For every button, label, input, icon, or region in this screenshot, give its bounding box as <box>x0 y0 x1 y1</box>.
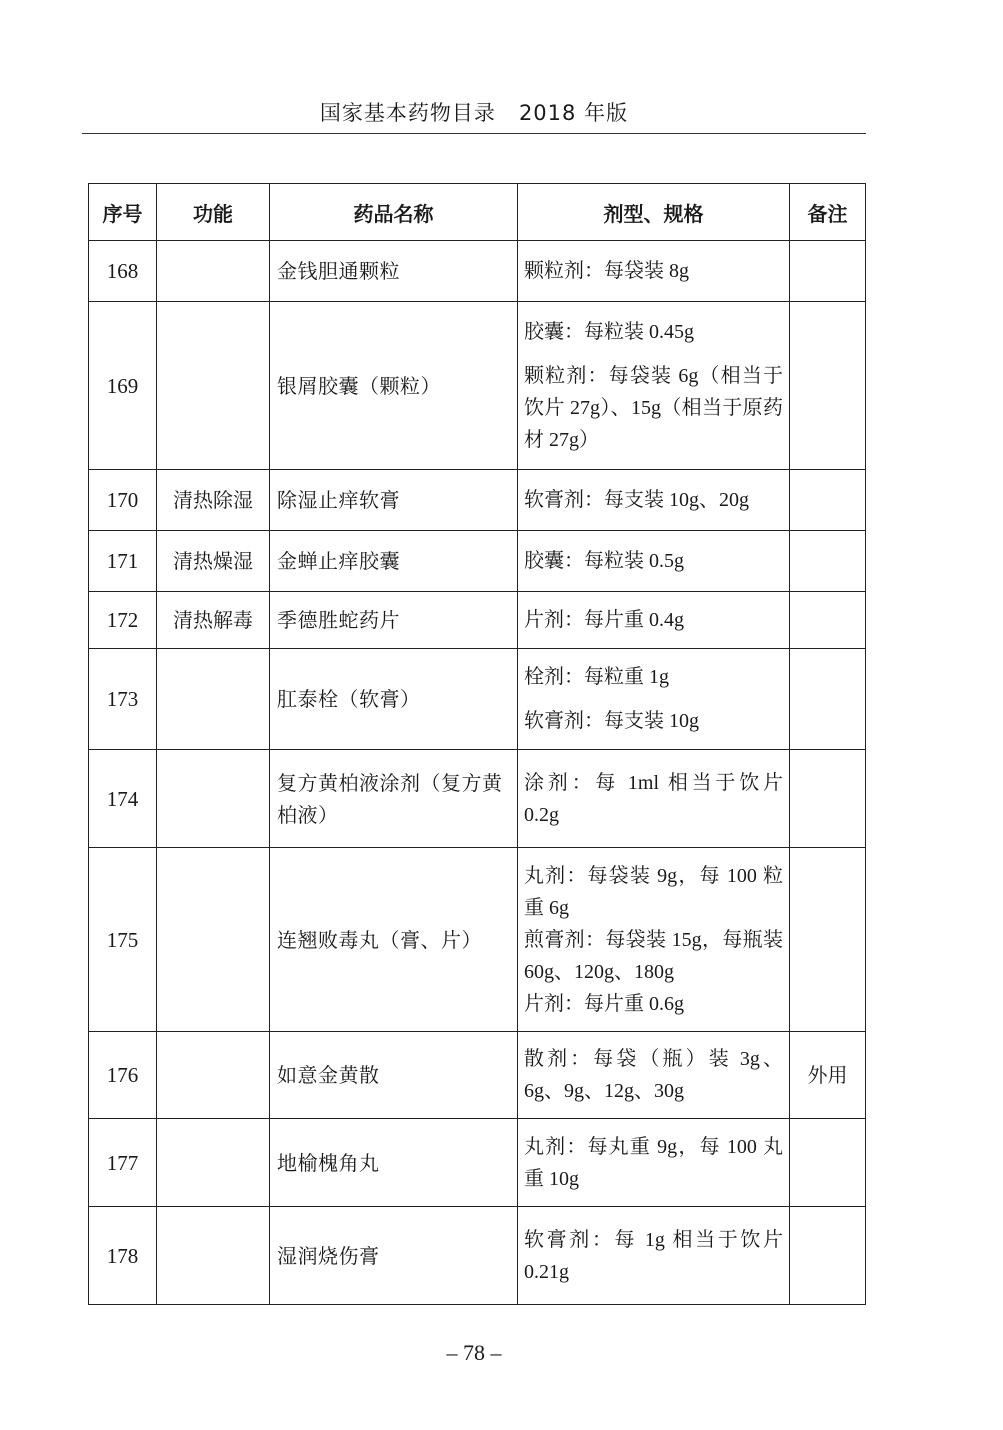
row-number: 173 <box>89 649 157 750</box>
table-row <box>89 848 866 1032</box>
column-header-remarks: 备注 <box>790 184 866 241</box>
row-number: 171 <box>89 531 157 592</box>
table-row <box>89 470 866 531</box>
row-number: 175 <box>89 848 157 1032</box>
row-spec <box>518 302 790 470</box>
row-drug-name: 地榆槐角丸 <box>270 1119 518 1207</box>
header-rule <box>82 133 866 134</box>
row-note <box>790 302 866 470</box>
row-spec <box>518 750 790 848</box>
drug-table <box>88 183 866 1305</box>
row-drug-name: 如意金黄散 <box>270 1032 518 1119</box>
spec-line: 颗粒剂：每袋装 6g（相当于饮片 27g）、15g（相当于原药材 27g） <box>524 364 783 451</box>
row-note <box>790 750 866 848</box>
row-spec <box>518 848 790 1032</box>
column-header-number: 序号 <box>89 184 157 241</box>
row-drug-name: 复方黄柏液涂剂（复方黄柏液） <box>270 750 518 848</box>
column-header-dosage-spec: 剂型、规格 <box>518 184 790 241</box>
row-drug-name: 金钱胆通颗粒 <box>270 241 518 302</box>
spec-line: 涂剂：每 1ml 相当于饮片 0.2g <box>524 771 783 826</box>
row-number: 174 <box>89 750 157 848</box>
row-spec <box>518 592 790 649</box>
column-header-function: 功能 <box>157 184 270 241</box>
table-row <box>89 302 866 470</box>
spec-line: 散剂：每袋（瓶）装 3g、6g、9g、12g、30g <box>524 1048 783 1102</box>
table-row <box>89 1032 866 1119</box>
row-spec <box>518 649 790 750</box>
row-note: 外用 <box>790 1032 866 1119</box>
spec-gap <box>524 693 783 705</box>
row-function <box>157 848 270 1032</box>
row-function: 清热燥湿 <box>157 531 270 592</box>
spec-line: 软膏剂：每 1g 相当于饮片 0.21g <box>524 1228 783 1283</box>
spec-line: 煎膏剂：每袋装 15g，每瓶装 60g、120g、180g <box>524 928 783 983</box>
spec-line: 片剂：每片重 0.4g <box>524 609 684 631</box>
table-row <box>89 750 866 848</box>
row-drug-name: 银屑胶囊（颗粒） <box>270 302 518 470</box>
spec-line: 软膏剂：每支装 10g、20g <box>524 489 749 511</box>
row-function: 清热解毒 <box>157 592 270 649</box>
row-spec <box>518 1119 790 1207</box>
spec-line: 胶囊：每粒装 0.5g <box>524 550 684 572</box>
row-number: 177 <box>89 1119 157 1207</box>
spec-line: 片剂：每片重 0.6g <box>524 992 684 1015</box>
row-note <box>790 1119 866 1207</box>
row-function: 清热除湿 <box>157 470 270 531</box>
spec-gap <box>524 348 783 360</box>
row-function <box>157 241 270 302</box>
row-drug-name: 肛泰栓（软膏） <box>270 649 518 750</box>
spec-line: 颗粒剂：每袋装 8g <box>524 260 689 282</box>
table-row <box>89 241 866 302</box>
table-header-row <box>89 184 866 241</box>
table-row <box>89 531 866 592</box>
row-function <box>157 302 270 470</box>
table-row <box>89 649 866 750</box>
row-function <box>157 750 270 848</box>
row-number: 168 <box>89 241 157 302</box>
row-drug-name: 连翘败毒丸（膏、片） <box>270 848 518 1032</box>
row-number: 178 <box>89 1207 157 1305</box>
row-note <box>790 470 866 531</box>
page-header-title: 国家基本药物目录 2018 年版 <box>319 101 629 125</box>
row-spec <box>518 531 790 592</box>
table-row <box>89 1119 866 1207</box>
row-spec <box>518 470 790 531</box>
row-function <box>157 649 270 750</box>
row-note <box>790 531 866 592</box>
row-number: 169 <box>89 302 157 470</box>
spec-line: 丸剂：每袋装 9g，每 100 粒重 6g <box>524 864 783 919</box>
table-row <box>89 1207 866 1305</box>
row-function <box>157 1207 270 1305</box>
page-number: – 78 – <box>446 1340 502 1365</box>
row-number: 176 <box>89 1032 157 1119</box>
row-spec <box>518 1207 790 1305</box>
row-drug-name: 除湿止痒软膏 <box>270 470 518 531</box>
row-number: 172 <box>89 592 157 649</box>
spec-line: 软膏剂：每支装 10g <box>524 710 699 732</box>
row-function <box>157 1032 270 1119</box>
row-number: 170 <box>89 470 157 531</box>
row-spec <box>518 241 790 302</box>
table-row <box>89 592 866 649</box>
row-drug-name: 季德胜蛇药片 <box>270 592 518 649</box>
row-note <box>790 848 866 1032</box>
row-note <box>790 1207 866 1305</box>
spec-line: 丸剂：每丸重 9g，每 100 丸重 10g <box>524 1135 783 1190</box>
row-note <box>790 241 866 302</box>
row-note <box>790 649 866 750</box>
row-drug-name: 金蝉止痒胶囊 <box>270 531 518 592</box>
row-drug-name: 湿润烧伤膏 <box>270 1207 518 1305</box>
spec-line: 栓剂：每粒重 1g <box>524 666 669 688</box>
column-header-drug-name: 药品名称 <box>270 184 518 241</box>
drug-table-container <box>88 183 865 1305</box>
row-spec <box>518 1032 790 1119</box>
row-function <box>157 1119 270 1207</box>
spec-line: 胶囊：每粒装 0.45g <box>524 320 694 343</box>
row-note <box>790 592 866 649</box>
